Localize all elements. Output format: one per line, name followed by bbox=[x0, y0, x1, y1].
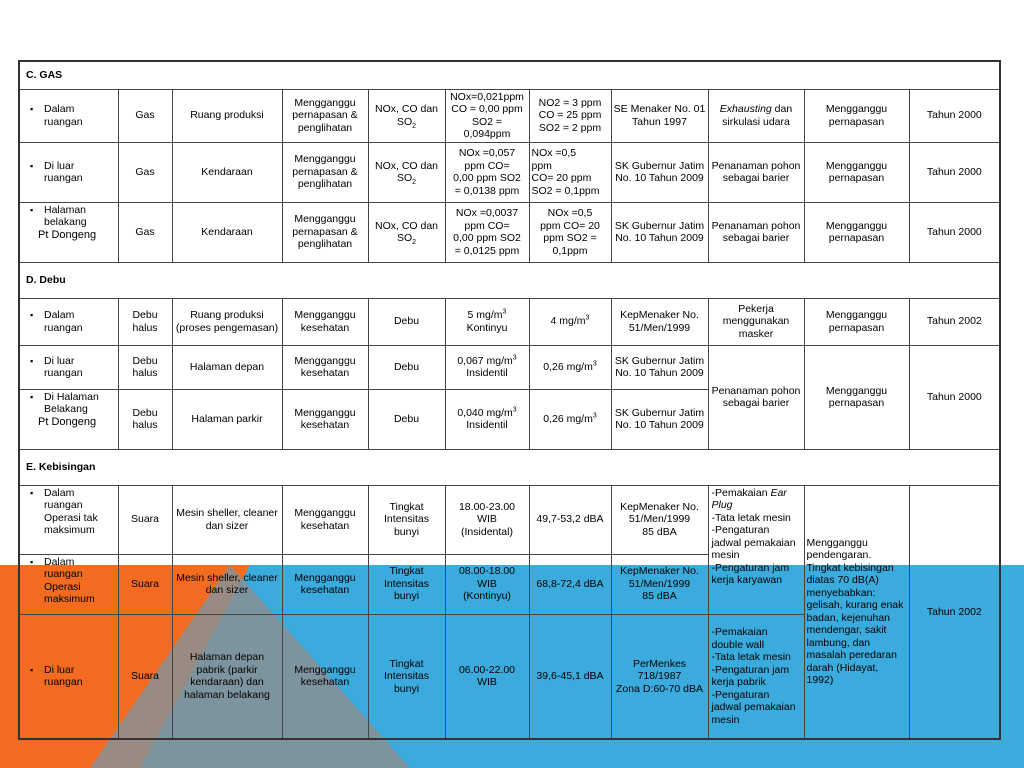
baku-line: CO = 25 ppm bbox=[538, 109, 602, 122]
pengendalian-line: -Tata letak mesin bbox=[711, 651, 791, 664]
cell-hasil: 39,6-45,1 dBA bbox=[529, 614, 611, 739]
cell-sumber: Halaman parkir bbox=[172, 389, 282, 449]
cell-waktu bbox=[445, 554, 529, 614]
cell-peraturan: SK Gubernur Jatim No. 10 Tahun 2009 bbox=[611, 202, 708, 262]
cell-peraturan: KepMenaker No. 51/Men/1999 bbox=[611, 298, 708, 345]
waktu-line: 06.00-22.00 bbox=[458, 663, 516, 676]
cell-sumber: Mesin sheller, cleaner dan sizer bbox=[172, 554, 282, 614]
pengendalian-text: dan sirkulasi udara bbox=[722, 103, 793, 128]
section-title-gas: C. GAS bbox=[19, 61, 1000, 89]
baku-line: NOx =0,5 bbox=[531, 147, 577, 159]
hasil-sup: 3 bbox=[502, 308, 507, 316]
cell-parameter bbox=[368, 142, 445, 202]
data-table-container bbox=[18, 60, 999, 740]
baku-sup: 3 bbox=[585, 314, 590, 322]
pengendalian-em: Ear Plug bbox=[711, 486, 787, 511]
section-title-debu: D. Debu bbox=[19, 262, 1000, 298]
baku-sup: 3 bbox=[592, 360, 597, 368]
peraturan-line: 51/Men/1999 bbox=[628, 577, 691, 590]
cell-pengendalian: Pekerja menggunakan masker bbox=[708, 298, 804, 345]
baku-line: ppm bbox=[531, 159, 552, 172]
cell-hasil: 49,7-53,2 dBA bbox=[529, 485, 611, 554]
section-row-gas bbox=[19, 61, 1000, 89]
cell-sumber: Halaman depan pabrik (parkir kendaraan) dan halaman belakang bbox=[172, 614, 282, 739]
overlay-label: Pt Dongeng bbox=[38, 228, 97, 241]
cell-jenis: Suara bbox=[118, 554, 172, 614]
cell-baku bbox=[529, 89, 611, 142]
cell-sumber: Ruang produksi bbox=[172, 89, 282, 142]
pengendalian-line: -Pemakaian double wall bbox=[711, 626, 768, 651]
baku-text: 0,26 mg/m bbox=[543, 412, 593, 425]
cell-jenis: Debu halus bbox=[118, 298, 172, 345]
overlay-label: Pt Dongeng bbox=[38, 415, 97, 428]
cell-parameter: Debu bbox=[368, 298, 445, 345]
table-row bbox=[19, 485, 1000, 554]
table-row bbox=[19, 202, 1000, 262]
cell-parameter: Debu bbox=[368, 345, 445, 389]
cell-lokasi: ▪ Dalam ruangan Operasi maksimum bbox=[19, 554, 118, 614]
cell-hasil bbox=[445, 298, 529, 345]
cell-jenis: Gas bbox=[118, 202, 172, 262]
baku-sup: 3 bbox=[592, 412, 597, 420]
cell-parameter bbox=[368, 202, 445, 262]
hasil-line: CO = 0,00 ppm bbox=[451, 103, 523, 115]
parameter-text: NOx, CO dan SO bbox=[374, 159, 439, 184]
cell-dampak: Mengganggu pernapasan & penglihatan bbox=[282, 89, 368, 142]
pengendalian-em: Exhausting bbox=[719, 103, 772, 115]
waktu-line: WIB bbox=[477, 513, 497, 526]
hasil-line: ppm CO= bbox=[464, 219, 510, 232]
lokasi-text: ▪ Halaman belakang bbox=[44, 203, 87, 228]
waktu-line: (Insidental) bbox=[461, 525, 513, 538]
cell-sumber: Kendaraan bbox=[172, 142, 282, 202]
cell-dampak: Mengganggu kesehatan bbox=[282, 345, 368, 389]
cell-tahun: Tahun 2000 bbox=[909, 345, 1000, 449]
cell-jenis: Debu halus bbox=[118, 389, 172, 449]
cell-sumber: Ruang produksi (proses pengemasan) bbox=[172, 298, 282, 345]
cell-lokasi: ▪ Di luar ruangan bbox=[19, 614, 118, 739]
table-row bbox=[19, 345, 1000, 389]
hasil-text: 5 mg/m bbox=[467, 309, 503, 321]
baku-line: SO2 = 2 ppm bbox=[538, 121, 602, 134]
cell-pengendalian bbox=[708, 614, 804, 739]
cell-lokasi: ▪ Di luar ruangan bbox=[19, 345, 118, 389]
cell-parameter: Tingkat Intensitas bunyi bbox=[368, 614, 445, 739]
peraturan-line: 51/Men/1999 bbox=[628, 513, 691, 526]
hasil-line: ppm CO= bbox=[464, 159, 510, 172]
cell-parameter bbox=[368, 89, 445, 142]
cell-baku bbox=[529, 345, 611, 389]
table-row bbox=[19, 89, 1000, 142]
baku-line: CO= 20 ppm bbox=[531, 172, 592, 184]
table-row bbox=[19, 298, 1000, 345]
baku-line: NOx =0,5 bbox=[547, 207, 593, 219]
cell-lokasi: ▪ Dalam ruangan bbox=[19, 89, 118, 142]
hasil-text: 0,067 mg/m bbox=[457, 354, 513, 367]
cell-peraturan: SK Gubernur Jatim No. 10 Tahun 2009 bbox=[611, 389, 708, 449]
parameter-sub: 2 bbox=[412, 179, 417, 187]
cell-jenis: Debu halus bbox=[118, 345, 172, 389]
hasil-line: 0,00 ppm SO2 bbox=[453, 172, 521, 184]
baku-line: NO2 = 3 ppm bbox=[538, 96, 602, 109]
peraturan-line: PerMenkes bbox=[632, 657, 687, 670]
cell-dampak: Mengganggu kesehatan bbox=[282, 485, 368, 554]
cell-hasil bbox=[445, 142, 529, 202]
lokasi-text: ▪ Di Halaman Belakang bbox=[44, 390, 99, 415]
cell-dampak-kesehatan: Mengganggu pernapasan bbox=[804, 298, 909, 345]
cell-tahun: Tahun 2002 bbox=[909, 485, 1000, 739]
hasil-note: Kontinyu bbox=[466, 321, 508, 334]
cell-hasil: 68,8-72,4 dBA bbox=[529, 554, 611, 614]
cell-peraturan bbox=[611, 554, 708, 614]
cell-jenis: Gas bbox=[118, 142, 172, 202]
cell-dampak-kesehatan: Mengganggu pernapasan bbox=[804, 142, 909, 202]
cell-peraturan bbox=[611, 485, 708, 554]
cell-hasil bbox=[445, 389, 529, 449]
cell-dampak: Mengganggu kesehatan bbox=[282, 298, 368, 345]
cell-tahun: Tahun 2000 bbox=[909, 142, 1000, 202]
peraturan-line: 85 dBA bbox=[642, 525, 677, 538]
cell-tahun: Tahun 2000 bbox=[909, 202, 1000, 262]
hasil-note: Insidentil bbox=[466, 367, 508, 379]
peraturan-line: KepMenaker No. bbox=[620, 500, 699, 513]
cell-lokasi: ▪ Dalam ruangan bbox=[19, 298, 118, 345]
cell-parameter: Tingkat Intensitas bunyi bbox=[368, 554, 445, 614]
cell-pengendalian: Penanaman pohon sebagai barier bbox=[708, 142, 804, 202]
waktu-line: 18.00-23.00 bbox=[458, 500, 516, 513]
hasil-note: Insidentil bbox=[466, 419, 508, 431]
cell-jenis: Suara bbox=[118, 485, 172, 554]
parameter-sub: 2 bbox=[412, 122, 417, 130]
cell-peraturan: SK Gubernur Jatim No. 10 Tahun 2009 bbox=[611, 345, 708, 389]
waktu-line: WIB bbox=[477, 676, 497, 689]
parameter-text: NOx, CO dan SO bbox=[374, 219, 439, 244]
cell-pengendalian bbox=[708, 485, 804, 614]
cell-dampak-kesehatan: Mengganggu pernapasan bbox=[804, 202, 909, 262]
hasil-sup: 3 bbox=[512, 354, 517, 361]
waktu-line: (Kontinyu) bbox=[463, 590, 511, 603]
cell-pengendalian: Penanaman pohon sebagai barier bbox=[708, 345, 804, 449]
cell-baku bbox=[529, 202, 611, 262]
pengendalian-line: -Pengaturan jadwal pemakaian mesin bbox=[711, 524, 796, 561]
cell-peraturan bbox=[611, 614, 708, 739]
baku-line: ppm CO= 20 bbox=[540, 219, 600, 232]
table-row bbox=[19, 142, 1000, 202]
cell-sumber: Kendaraan bbox=[172, 202, 282, 262]
cell-lokasi: ▪ Dalam ruangan Operasi tak maksimum bbox=[19, 485, 118, 554]
pengendalian-line: -Pengaturan jam kerja karyawan bbox=[711, 561, 790, 586]
cell-dampak: Mengganggu kesehatan bbox=[282, 614, 368, 739]
cell-parameter: Debu bbox=[368, 389, 445, 449]
parameter-text: NOx, CO dan SO bbox=[374, 103, 439, 128]
cell-hasil bbox=[445, 89, 529, 142]
cell-dampak-kesehatan: Mengganggu pernapasan bbox=[804, 345, 909, 449]
baku-line: SO2 = 0,1ppm bbox=[531, 184, 600, 197]
baku-line: ppm SO2 = bbox=[543, 232, 597, 244]
baku-text: 4 mg/m bbox=[550, 315, 586, 328]
hasil-line: = 0,0138 ppm bbox=[454, 184, 520, 197]
peraturan-line: KepMenaker No. bbox=[620, 565, 699, 578]
cell-dampak-kesehatan: Mengganggu pendengaran. Tingkat kebisingan diatas 70 dB(A) menyebabkan: gelisah, kurang enak badan, kejenuhan mendengar, sakit lambung, dan masalah peredaran darah (Hidayat, 1992) bbox=[804, 485, 909, 739]
cell-dampak: Mengganggu kesehatan bbox=[282, 554, 368, 614]
hasil-line: NOx=0,021ppm bbox=[450, 90, 524, 103]
cell-peraturan: SE Menaker No. 01 Tahun 1997 bbox=[611, 89, 708, 142]
cell-pengendalian: Penanaman pohon sebagai barier bbox=[708, 202, 804, 262]
cell-waktu bbox=[445, 485, 529, 554]
waktu-line: 08.00-18.00 bbox=[458, 565, 516, 578]
cell-parameter: Tingkat Intensitas bunyi bbox=[368, 485, 445, 554]
cell-lokasi bbox=[19, 202, 118, 262]
cell-sumber: Halaman depan bbox=[172, 345, 282, 389]
pengendalian-line bbox=[712, 487, 802, 512]
hasil-line: SO2 = 0,094ppm bbox=[463, 115, 511, 140]
cell-hasil bbox=[445, 345, 529, 389]
cell-hasil bbox=[445, 202, 529, 262]
cell-pengendalian bbox=[708, 89, 804, 142]
hasil-line: NOx =0,0037 bbox=[455, 207, 519, 219]
parameter-sub: 2 bbox=[412, 239, 417, 247]
cell-dampak: Mengganggu pernapasan & penglihatan bbox=[282, 142, 368, 202]
hasil-line: NOx =0,057 bbox=[458, 147, 516, 159]
section-row-debu bbox=[19, 262, 1000, 298]
peraturan-line: 85 dBA bbox=[642, 590, 677, 603]
cell-tahun: Tahun 2000 bbox=[909, 89, 1000, 142]
cell-sumber: Mesin sheller, cleaner dan sizer bbox=[172, 485, 282, 554]
hasil-line: = 0,0125 ppm bbox=[454, 244, 520, 257]
cell-jenis: Gas bbox=[118, 89, 172, 142]
cell-dampak: Mengganggu pernapasan & penglihatan bbox=[282, 202, 368, 262]
cell-dampak: Mengganggu kesehatan bbox=[282, 389, 368, 449]
baku-text: 0,26 mg/m bbox=[543, 360, 593, 373]
cell-baku bbox=[529, 298, 611, 345]
cell-lokasi bbox=[19, 389, 118, 449]
cell-waktu bbox=[445, 614, 529, 739]
baku-line: 0,1ppm bbox=[552, 244, 588, 257]
cell-lokasi: ▪ Di luar ruangan bbox=[19, 142, 118, 202]
pengendalian-line: -Pengaturan jadwal pemakaian mesin bbox=[711, 688, 796, 726]
cell-baku bbox=[529, 142, 611, 202]
section-row-kebisingan bbox=[19, 449, 1000, 485]
pengendalian-text: -Pemakaian bbox=[711, 486, 771, 499]
hasil-text: 0,040 mg/m bbox=[457, 406, 513, 419]
cell-jenis: Suara bbox=[118, 614, 172, 739]
waktu-line: WIB bbox=[477, 577, 497, 590]
section-title-kebisingan: E. Kebisingan bbox=[19, 449, 1000, 485]
peraturan-line: Zona D:60-70 dBA bbox=[616, 682, 703, 695]
cell-dampak-kesehatan: Mengganggu pernapasan bbox=[804, 89, 909, 142]
peraturan-line: 718/1987 bbox=[637, 670, 682, 682]
environment-table bbox=[18, 60, 1001, 740]
hasil-line: 0,00 ppm SO2 bbox=[453, 232, 521, 244]
pengendalian-line: -Tata letak mesin bbox=[711, 511, 791, 524]
cell-peraturan: SK Gubernur Jatim No. 10 Tahun 2009 bbox=[611, 142, 708, 202]
cell-tahun: Tahun 2002 bbox=[909, 298, 1000, 345]
cell-baku bbox=[529, 389, 611, 449]
pengendalian-line: -Pengaturan jam kerja pabrik bbox=[711, 663, 790, 689]
hasil-sup: 3 bbox=[512, 406, 517, 413]
